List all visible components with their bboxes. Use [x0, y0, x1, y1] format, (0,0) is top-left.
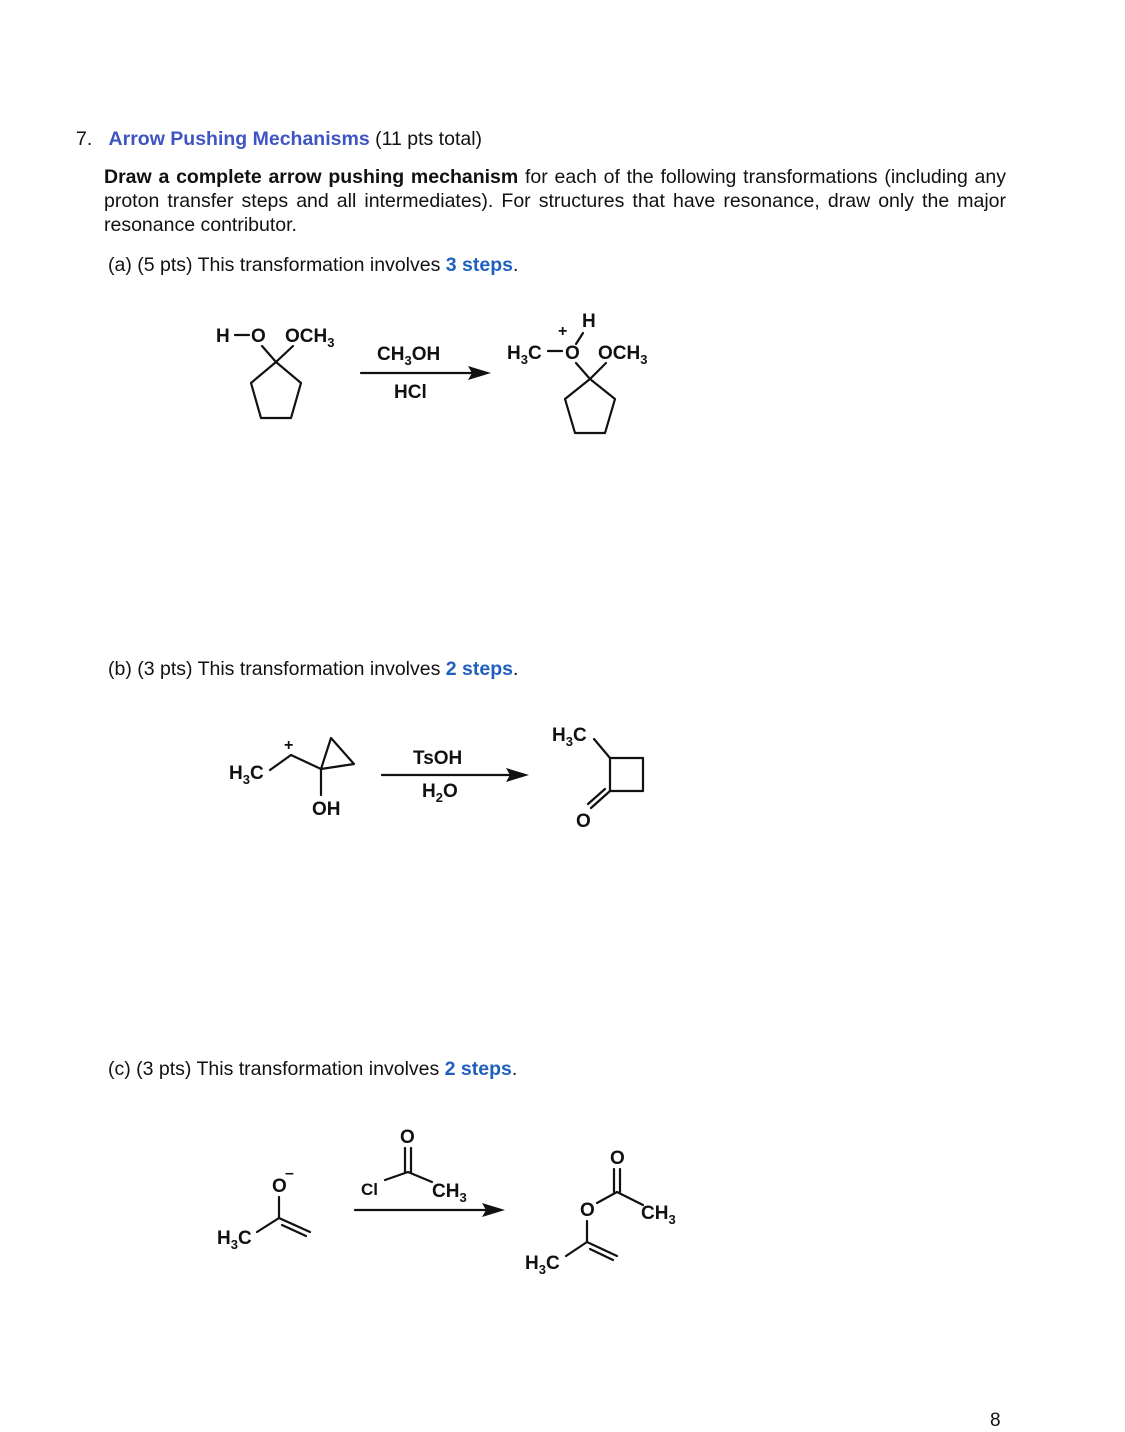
product-c: [525, 1148, 676, 1277]
product-c-carbonyl-oxygen: O: [610, 1148, 625, 1169]
reactant-c-oxygen: O: [272, 1176, 287, 1197]
reagent-c-cl: Cl: [361, 1180, 378, 1199]
product-a-oxygen: O: [565, 343, 580, 364]
reactant-b-h3c: $H_3C$: [229, 763, 264, 787]
product-b-h3c: $H_3C$: [552, 725, 587, 749]
part-c-steps: 2 steps: [444, 1058, 512, 1080]
product-c-ester-oxygen: O: [580, 1200, 595, 1221]
page-number: 8: [990, 1410, 1001, 1431]
product-a-charge: +: [558, 323, 568, 340]
part-c-label: (c) (3 pts) This transformation involves 2 steps.: [108, 1058, 518, 1080]
reactant-b-oh: OH: [312, 799, 341, 820]
reactant-c-charge: –: [285, 1165, 294, 1182]
part-b-steps: 2 steps: [445, 658, 513, 680]
part-a-label: (a) (5 pts) This transformation involves 3 steps.: [108, 254, 519, 276]
product-c-h3c: $H_3C$: [525, 1253, 560, 1277]
instructions-bold: Draw a complete arrow pushing mechanism: [104, 166, 519, 188]
product-c-ch3: $CH_3$: [641, 1203, 676, 1227]
reactant-c: [217, 1165, 310, 1252]
reactant-c-h3c: $H_3C$: [217, 1228, 252, 1252]
product-a-h3c: $H_3C$: [507, 343, 542, 367]
reagent-a-top: $CH_3OH$: [377, 344, 441, 368]
reagent-b-bottom: $H_2O$: [422, 781, 458, 805]
product-b-oxygen: O: [576, 811, 591, 832]
question-points: (11 pts total): [375, 128, 483, 150]
reagent-c-oxygen: O: [400, 1127, 415, 1148]
reactant-b-charge: +: [284, 737, 294, 754]
reactant-a-och3: $OCH_3$: [285, 326, 335, 350]
part-a-steps: 3 steps: [445, 254, 513, 276]
part-b-label: (b) (3 pts) This transformation involves 2 steps.: [108, 658, 519, 680]
question-number: 7.: [76, 128, 93, 150]
reagent-a-bottom: HCl: [394, 382, 427, 403]
reactant-a-h: H: [216, 326, 230, 347]
reagent-b-top: TsOH: [413, 748, 463, 769]
reagent-c-ch3: $CH_3$: [432, 1181, 467, 1205]
question-title: Arrow Pushing Mechanisms: [108, 128, 370, 150]
product-a-h: H: [582, 311, 596, 332]
reactant-a-oxygen: O: [251, 326, 266, 347]
reagent-c-acetyl-chloride: [361, 1127, 467, 1205]
instructions-rest: for each of the following transformations (including any proton transfer steps and all intermediates). For structures that have resonance, draw only the major resonance contributor.: [104, 166, 1007, 236]
product-a-och3: $OCH_3$: [598, 343, 648, 367]
